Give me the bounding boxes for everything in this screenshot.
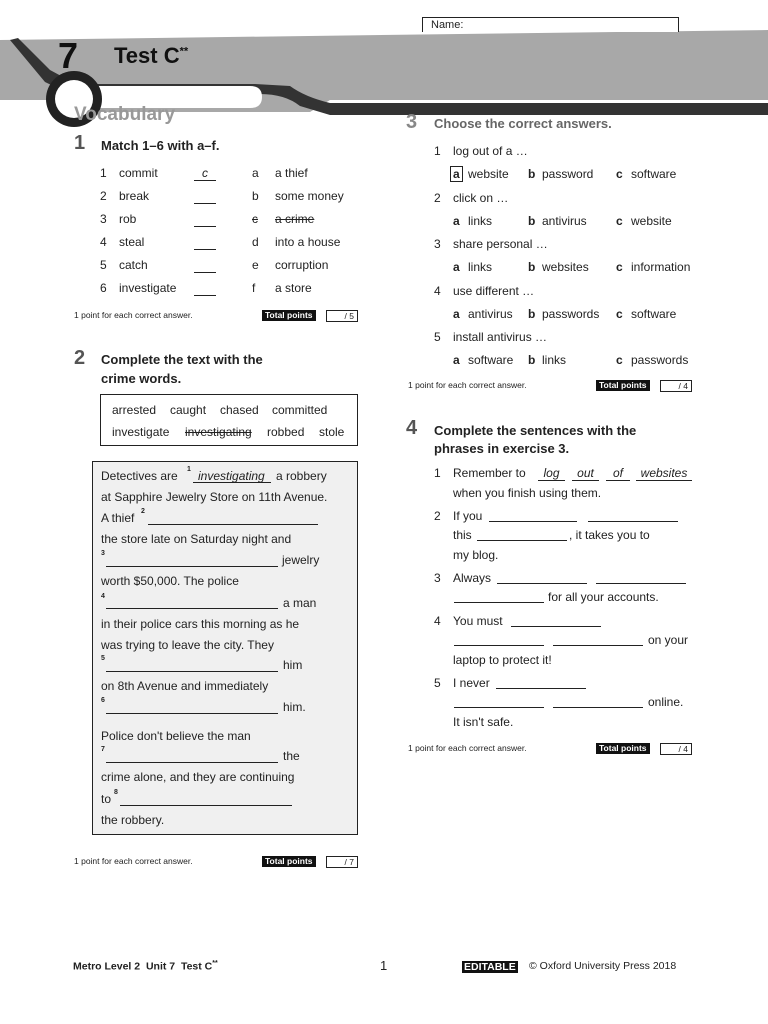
ex1-option-text: into a house — [275, 235, 341, 249]
ex1-item-word: catch — [119, 258, 148, 272]
ex1-answer-field[interactable]: c — [194, 166, 216, 181]
ex1-option-letter: c — [252, 212, 258, 226]
passage-text: A thief — [101, 511, 135, 525]
ex1-option-text: a store — [275, 281, 312, 295]
s5-start: I never — [453, 676, 490, 690]
s2-end: my blog. — [453, 548, 499, 562]
s5-blank-1[interactable] — [496, 688, 586, 689]
passage-text: Detectives are — [101, 469, 178, 483]
gap-number: 8 — [114, 789, 118, 796]
option-c-radio[interactable]: c — [616, 213, 623, 228]
ex2-total-label: Total points — [262, 856, 316, 867]
page-number: 1 — [380, 958, 388, 973]
ex4-total-box[interactable]: / 4 — [660, 743, 692, 755]
option-a-radio[interactable]: a — [450, 166, 463, 182]
ex3-item-stem: share personal … — [453, 237, 548, 251]
ex2-instruction-1: Complete the text with the — [101, 352, 263, 367]
ex3-item-stem: click on … — [453, 190, 509, 205]
ex1-item-number: 5 — [100, 258, 107, 272]
gap-number: 1 — [187, 466, 191, 473]
ex3-item-number: 4 — [434, 283, 441, 298]
option-a-text: antivirus — [468, 306, 513, 321]
ex4-number: 4 — [406, 417, 418, 439]
word-bank-item: committed — [272, 403, 328, 417]
word-bank-item: robbed — [267, 425, 305, 439]
ex3-points-note: 1 point for each correct answer. — [408, 380, 527, 390]
word-bank — [100, 394, 358, 446]
s1-answer-4[interactable]: websites — [636, 466, 692, 481]
s2-blank-1[interactable] — [489, 521, 577, 522]
passage-text: the — [283, 749, 300, 763]
s5-blank-3[interactable] — [553, 707, 643, 708]
ex1-item-word: steal — [119, 235, 145, 249]
option-b-text: links — [542, 353, 567, 367]
s1-end: when you finish using them. — [453, 486, 602, 500]
passage-text: Police don't believe the man — [101, 729, 251, 743]
footer-left-text: Metro Level 2 Unit 7 Test C — [73, 960, 213, 973]
option-c-text: passwords — [631, 353, 689, 367]
passage-text: a man — [283, 596, 317, 610]
option-b-text: websites — [542, 260, 589, 274]
passage-text: jewelry — [282, 553, 320, 567]
gap-number: 6 — [101, 697, 105, 704]
gap-number: 3 — [101, 550, 105, 557]
option-b-radio[interactable]: b — [528, 306, 536, 321]
passage-text: him. — [283, 700, 306, 714]
option-c-radio[interactable]: c — [616, 260, 623, 274]
ex3-item-number: 5 — [434, 330, 441, 344]
passage-text: him — [283, 658, 303, 672]
ex2-total-box[interactable]: / 7 — [326, 856, 358, 868]
s1-num: 1 — [434, 466, 441, 480]
section-title: Vocabulary — [74, 104, 176, 125]
ex1-total-box[interactable]: / 5 — [326, 310, 358, 322]
footer-left — [73, 960, 218, 973]
passage-text: in their police cars this morning as he — [101, 617, 300, 631]
s3-end: for all your accounts. — [548, 590, 659, 604]
passage-text: was trying to leave the city. They — [101, 638, 274, 652]
ex1-instruction: Match 1–6 with a–f. — [101, 138, 220, 153]
option-a-radio[interactable]: a — [453, 213, 460, 228]
ex1-item-word: investigate — [119, 281, 177, 295]
gap-blank[interactable] — [106, 713, 278, 714]
ex1-option-letter: d — [252, 235, 259, 249]
option-a-radio[interactable]: a — [453, 306, 460, 321]
ex1-answer-field[interactable] — [194, 189, 216, 204]
ex3-item-stem: install antivirus … — [453, 330, 548, 344]
option-a-text: website — [468, 167, 509, 181]
s4-num: 4 — [434, 614, 441, 628]
name-label: Name: — [431, 19, 464, 31]
option-a-text: links — [468, 260, 493, 274]
ex1-option-text: a crime — [275, 212, 315, 226]
option-c-text: information — [631, 260, 691, 274]
ex1-points-note: 1 point for each correct answer. — [74, 310, 193, 320]
s5-blank-2[interactable] — [454, 707, 544, 708]
s4-end: laptop to protect it! — [453, 653, 552, 667]
ex1-item-word: break — [119, 189, 150, 203]
option-a-text: links — [468, 213, 493, 228]
gap-blank[interactable] — [106, 566, 278, 567]
s1-start: Remember to — [453, 466, 526, 480]
ex1-item-number: 3 — [100, 212, 107, 226]
test-stars: ** — [179, 45, 189, 58]
s1-answer-1[interactable]: log — [538, 466, 565, 481]
option-a-text: software — [468, 353, 514, 367]
ex2-number: 2 — [74, 347, 86, 369]
s2-blank-2[interactable] — [588, 521, 678, 522]
ex1-answer-field[interactable] — [194, 235, 216, 250]
option-c-text: software — [631, 306, 677, 321]
ex2-points-note: 1 point for each correct answer. — [74, 856, 193, 866]
ex1-option-letter: a — [252, 166, 259, 180]
word-bank-item: stole — [319, 425, 345, 439]
s4-mid: on your — [648, 633, 689, 647]
ex3-total-box[interactable]: / 4 — [660, 380, 692, 392]
gap-number: 7 — [101, 746, 105, 753]
ex4-total-label: Total points — [596, 743, 650, 754]
ex1-option-text: a thief — [275, 166, 308, 180]
s2-mid2: , it takes you to — [569, 528, 650, 542]
ex1-item-word: rob — [119, 212, 137, 226]
passage-text: at Sapphire Jewelry Store on 11th Avenue. — [101, 490, 328, 504]
s5-mid: online. — [648, 695, 684, 709]
word-bank-item: investigate — [112, 425, 170, 439]
option-b-radio[interactable]: b — [528, 353, 536, 367]
copyright: © Oxford University Press 2018 — [529, 960, 677, 972]
s3-num: 3 — [434, 571, 441, 585]
passage-text: a robbery — [276, 469, 327, 483]
option-b-text: antivirus — [542, 213, 587, 228]
word-bank-item: chased — [220, 403, 259, 417]
option-c-radio[interactable]: c — [616, 353, 623, 367]
test-title-text: Test C — [114, 43, 180, 68]
ex1-option-text: some money — [275, 189, 344, 203]
word-bank-item: caught — [170, 403, 207, 417]
option-c-text: website — [631, 213, 672, 228]
ex3-number: 3 — [406, 111, 418, 133]
gap-number: 5 — [101, 655, 105, 662]
s3-blank-3[interactable] — [454, 602, 544, 603]
option-b-radio[interactable]: b — [528, 167, 536, 181]
s1-answer-2[interactable]: out — [572, 466, 599, 481]
ex3-instruction: Choose the correct answers. — [434, 116, 612, 131]
test-title — [114, 43, 188, 69]
name-field[interactable] — [422, 17, 679, 32]
s2-num: 2 — [434, 509, 441, 523]
passage-text: the robbery. — [101, 813, 165, 827]
ex1-item-number: 4 — [100, 235, 107, 249]
ex1-option-letter: f — [252, 281, 256, 295]
ex4-points-note: 1 point for each correct answer. — [408, 743, 527, 753]
ex1-option-letter: e — [252, 258, 259, 272]
gap-number: 4 — [101, 593, 105, 600]
ex1-answer-field[interactable] — [194, 258, 216, 273]
gap-blank[interactable] — [106, 762, 278, 763]
ex3-item-number: 2 — [434, 190, 441, 205]
ex1-option-text: corruption — [275, 258, 329, 272]
ex1-item-number: 6 — [100, 281, 107, 295]
ex1-answer-field[interactable] — [194, 212, 216, 227]
editable-badge: EDITABLE — [464, 961, 516, 973]
passage-text: crime alone, and they are continuing — [101, 770, 295, 784]
option-b-text: password — [542, 167, 594, 181]
ex1-number: 1 — [74, 132, 86, 154]
option-b-text: passwords — [542, 306, 600, 321]
gap-blank[interactable] — [106, 671, 278, 672]
ex3-total-label: Total points — [596, 380, 650, 391]
gap-blank[interactable] — [148, 524, 318, 525]
s1-answer-3[interactable]: of — [606, 466, 630, 481]
s3-blank-2[interactable] — [596, 583, 686, 584]
option-a-radio[interactable]: a — [453, 260, 460, 274]
ex4-instruction-2: phrases in exercise 3. — [434, 441, 570, 456]
ex1-item-number: 1 — [100, 166, 107, 180]
ex1-item-number: 2 — [100, 189, 107, 203]
option-c-text: software — [631, 167, 677, 181]
ex3-item-stem: log out of a … — [453, 144, 528, 158]
s2-start: If you — [453, 509, 483, 523]
option-c-radio[interactable]: c — [616, 167, 623, 181]
s5-end: It isn't safe. — [453, 715, 514, 729]
s5-num: 5 — [434, 676, 441, 690]
word-bank-item: arrested — [112, 403, 157, 417]
s4-start: You must — [453, 614, 503, 628]
ex4-instruction-1: Complete the sentences with the — [434, 423, 637, 438]
ex1-answer-field[interactable] — [194, 281, 216, 296]
passage-text: to — [101, 792, 112, 806]
ex1-total-label: Total points — [262, 310, 316, 321]
s4-blank-3[interactable] — [553, 645, 643, 646]
ex2-instruction-2: crime words. — [101, 371, 182, 386]
option-a-radio[interactable]: a — [453, 353, 460, 367]
ex1-option-letter: b — [252, 189, 259, 203]
s2-blank-3[interactable] — [477, 540, 567, 541]
gap-example-answer: investigating — [198, 469, 265, 483]
option-c-radio[interactable]: c — [616, 306, 623, 321]
passage-text: worth $50,000. The police — [101, 574, 239, 588]
ex3-item-stem: use different … — [453, 283, 535, 298]
gap-blank[interactable] — [120, 805, 292, 806]
s4-blank-1[interactable] — [511, 626, 601, 627]
ex3-item-number: 3 — [434, 237, 441, 251]
gap-number: 2 — [141, 508, 145, 515]
option-b-radio[interactable]: b — [528, 260, 536, 274]
unit-number: 7 — [58, 35, 79, 76]
s2-mid: this — [453, 528, 472, 542]
s4-blank-2[interactable] — [454, 645, 544, 646]
passage-text: on 8th Avenue and immediately — [101, 679, 269, 693]
ex3-item-number: 1 — [434, 144, 441, 158]
gap-blank[interactable] — [106, 608, 278, 609]
footer-stars: ** — [212, 960, 218, 967]
ex1-item-word: commit — [119, 166, 158, 180]
s3-start: Always — [453, 571, 492, 585]
s3-blank-1[interactable] — [497, 583, 587, 584]
passage-text: the store late on Saturday night and — [101, 532, 292, 546]
option-b-radio[interactable]: b — [528, 213, 536, 228]
word-bank-item-used: investigating — [185, 425, 252, 439]
